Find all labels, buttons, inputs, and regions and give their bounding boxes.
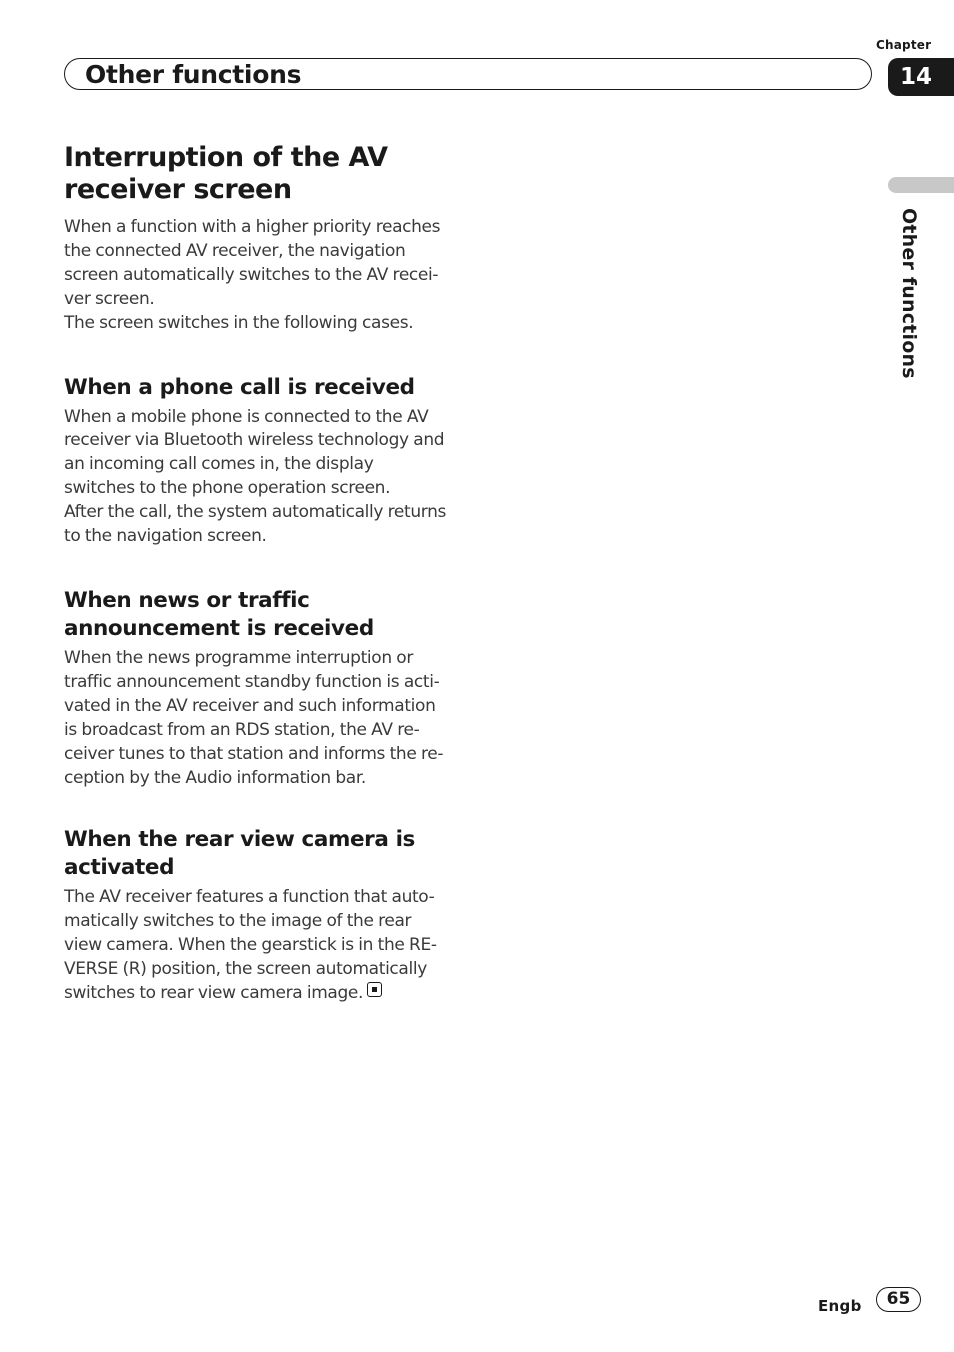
side-tab-marker bbox=[888, 177, 954, 193]
text-line: switches to the phone operation screen. bbox=[64, 478, 391, 499]
text-line: The screen switches in the following cases. bbox=[64, 312, 414, 333]
text-line: the connected AV receiver, the navigation bbox=[64, 240, 406, 261]
heading-line: announcement is received bbox=[64, 615, 374, 641]
text-line: When a function with a higher priority reaches bbox=[64, 217, 441, 237]
text-line: receiver via Bluetooth wireless technology and bbox=[64, 430, 445, 451]
text-line: ver screen. bbox=[64, 288, 155, 309]
page-number: 65 bbox=[876, 1287, 921, 1312]
heading-line: activated bbox=[64, 855, 175, 881]
intro-paragraph bbox=[64, 216, 456, 336]
section-body-phone-call bbox=[64, 406, 456, 549]
section-header bbox=[64, 58, 872, 90]
section-heading-phone-call bbox=[64, 374, 456, 402]
text-line: ception by the Audio information bar. bbox=[64, 767, 366, 788]
main-content bbox=[64, 142, 456, 1006]
chapter-number-badge: 14 bbox=[888, 58, 954, 96]
text-line: After the call, the system automatically returns bbox=[64, 502, 447, 523]
section-heading-rear-camera bbox=[64, 826, 456, 882]
text-line: screen automatically switches to the AV recei- bbox=[64, 264, 439, 285]
page-title-line: receiver screen bbox=[64, 174, 292, 205]
text-line: matically switches to the image of the rear bbox=[64, 911, 412, 932]
text-line: traffic announcement standby function is acti- bbox=[64, 671, 440, 692]
section-body-news-traffic bbox=[64, 647, 456, 790]
text-line: vated in the AV receiver and such information bbox=[64, 695, 436, 716]
footer-language: Engb bbox=[818, 1297, 862, 1315]
end-of-section-icon bbox=[367, 982, 382, 997]
section-body-rear-camera bbox=[64, 886, 456, 1006]
text-line: is broadcast from an RDS station, the AV re- bbox=[64, 719, 420, 740]
text-line: to the navigation screen. bbox=[64, 526, 267, 547]
section-header-title: Other functions bbox=[85, 60, 302, 89]
page-title bbox=[64, 142, 456, 206]
side-tab-label: Other functions bbox=[898, 208, 920, 379]
chapter-label: Chapter bbox=[876, 38, 932, 52]
text-line: When a mobile phone is connected to the AV bbox=[64, 406, 429, 427]
text-line: The AV receiver features a function that auto- bbox=[64, 887, 435, 908]
text-line: an incoming call comes in, the display bbox=[64, 454, 374, 475]
text-line: view camera. When the gearstick is in the RE- bbox=[64, 935, 437, 956]
section-heading-news-traffic bbox=[64, 587, 456, 643]
heading-line: When the rear view camera is bbox=[64, 827, 415, 853]
text-line: VERSE (R) position, the screen automatically bbox=[64, 959, 427, 980]
text-line: switches to rear view camera image. bbox=[64, 983, 364, 1004]
text-line: ceiver tunes to that station and informs the re- bbox=[64, 743, 444, 764]
heading-line: When a phone call is received bbox=[64, 374, 415, 400]
text-line: When the news programme interruption or bbox=[64, 647, 413, 668]
page-title-line: Interruption of the AV bbox=[64, 142, 388, 173]
heading-line: When news or traffic bbox=[64, 587, 310, 613]
